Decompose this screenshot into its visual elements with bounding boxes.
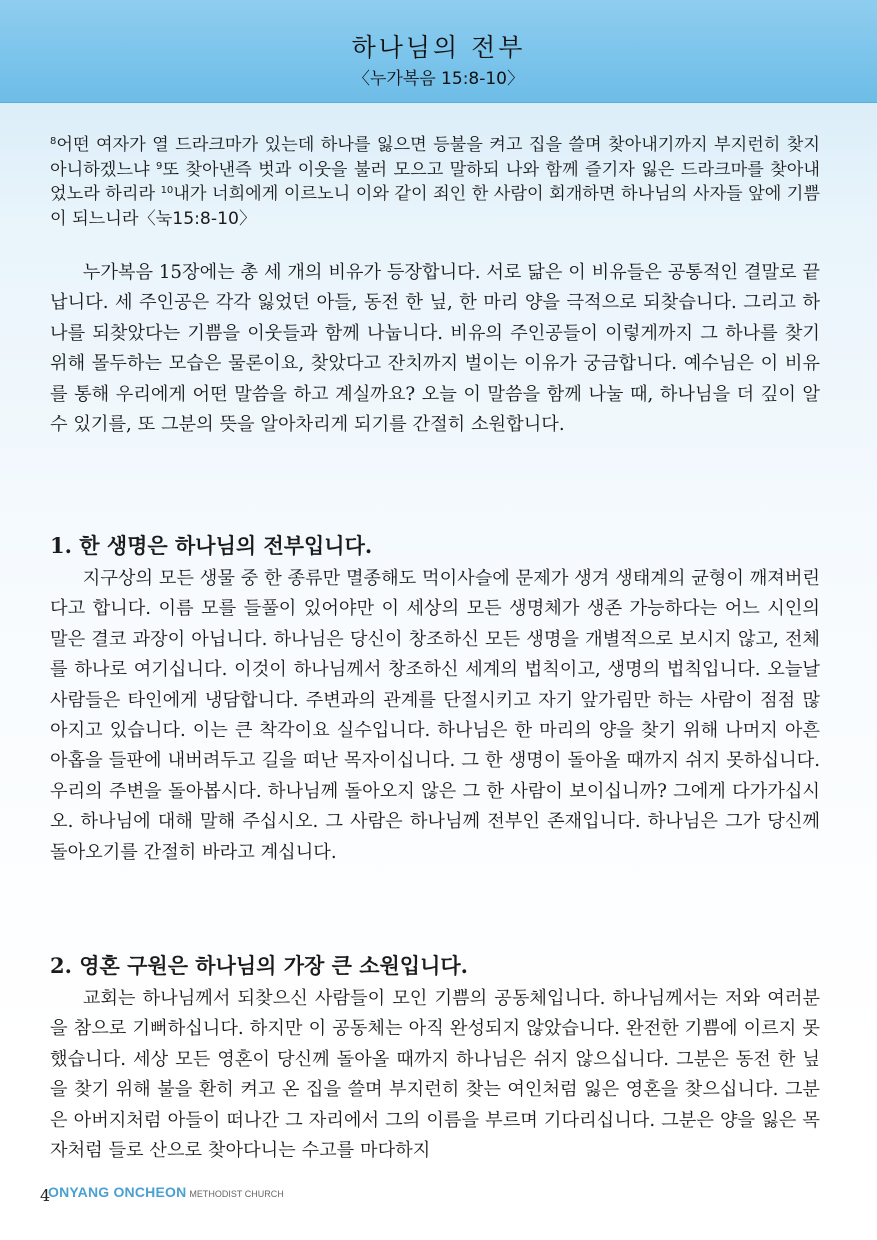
section-2-body: 교회는 하나님께서 되찾으신 사람들이 모인 기쁨의 공동체입니다. 하나님께서는 저와 여러분을 참으로 기뻐하십니다. 하지만 이 공동체는 아직 완성되지 않았습니다. 완전한 기쁨에 이르지 못했습니다. 세상 모든 영혼이 당신께 돌아올 때까지 하나님은 쉬지 않으십니다. 그분은 동전 한 닢을 찾기 위해 불을 환히 켜고 온 집을 쓸며 부지런히 찾는 여인처럼 잃은 영혼을 찾으십니다. 그분은 아버지처럼 아들이 떠나간 그 자리에서 그의 이름을 부르며 기다리십니다. 그분은 양을 잃은 목자처럼 들로 산으로 찾아다니는 수고를 마다하지 xyxy=(50,988,820,1162)
verse-number-10: 10 xyxy=(160,185,174,196)
header-banner xyxy=(0,0,877,103)
verse-10-text: 내가 너희에게 이르노니 이와 같이 죄인 한 사람이 회개하면 하나님의 사자들 앞에 기쁨이 되느니라〈눅15:8-10〉 xyxy=(50,184,820,229)
scripture-passage xyxy=(50,133,820,231)
verse-9-text: 또 찾아낸즉 벗과 이웃을 불러 모으고 말하되 나와 함께 즐기자 잃은 드라크마를 찾아내었노라 하리라 xyxy=(50,159,820,204)
section-1-heading: 1. 한 생명은 하나님의 전부입니다. xyxy=(50,533,373,558)
page-title: 하나님의 전부 xyxy=(351,33,526,62)
verse-number-8: 8 xyxy=(50,136,57,147)
scripture-reference: 〈누가복음 15:8-10〉 xyxy=(352,69,525,89)
intro-paragraph: 누가복음 15장에는 총 세 개의 비유가 등장합니다. 서로 닮은 이 비유들은 공통적인 결말로 끝납니다. 세 주인공은 각각 잃었던 아들, 동전 한 닢, 한 마리 양을 극적으로 되찾습니다. 그리고 하나를 되찾았다는 기쁨을 이웃들과 함께 나눕니다. 비유의 주인공들이 이렇게까지 그 하나를 찾기 위해 몰두하는 모습은 물론이요, 찾았다고 잔치까지 벌이는 이유가 궁금합니다. 예수님은 이 비유를 통해 우리에게 어떤 말씀을 하고 계실까요? 오늘 이 말씀을 함께 나눌 때, 하나님을 더 깊이 알 수 있기를, 또 그분의 뜻을 알아차리게 되기를 간절히 소원합니다. xyxy=(50,262,820,436)
verse-8-text: 어떤 여자가 열 드라크마가 있는데 하나를 잃으면 등불을 켜고 집을 쓸며 찾아내기까지 부지런히 찾지 아니하겠느냐 xyxy=(50,135,820,180)
church-subtitle: METHODIST CHURCH xyxy=(189,1189,284,1199)
verse-number-9: 9 xyxy=(156,160,163,172)
section-2-heading: 2. 영혼 구원은 하나님의 가장 큰 소원입니다. xyxy=(50,953,468,978)
church-name: ONYANG ONCHEON xyxy=(48,1184,187,1200)
page-footer xyxy=(40,1182,340,1212)
page-number: 4 xyxy=(40,1186,51,1205)
church-logo xyxy=(48,1184,284,1200)
section-1-body: 지구상의 모든 생물 중 한 종류만 멸종해도 먹이사슬에 문제가 생겨 생태계의 균형이 깨져버린다고 합니다. 이름 모를 들풀이 있어야만 이 세상의 모든 생명체가 생존 가능하다는 어느 시인의 말은 결코 과장이 아닙니다. 하나님은 당신이 창조하신 모든 생명을 개별적으로 보시지 않고, 전체를 하나로 여기십니다. 이것이 하나님께서 창조하신 세계의 법칙이고, 생명의 법칙입니다. 오늘날 사람들은 타인에게 냉담합니다. 주변과의 관계를 단절시키고 자기 앞가림만 하는 사람이 점점 많아지고 있습니다. 이는 큰 착각이요 실수입니다. 하나님은 한 마리의 양을 찾기 위해 나머지 아흔 아홉을 들판에 내버려두고 길을 떠난 목자이십니다. 그 한 생명이 돌아올 때까지 쉬지 못하십니다. 우리의 주변을 돌아봅시다. 하나님께 돌아오지 않은 그 한 사람이 보이십니까? 그에게 다가가십시오. 하나님에 대해 말해 주십시오. 그 사람은 하나님께 전부인 존재입니다. 하나님은 그가 당신께 돌아오기를 간절히 바라고 계십니다. xyxy=(50,568,820,863)
